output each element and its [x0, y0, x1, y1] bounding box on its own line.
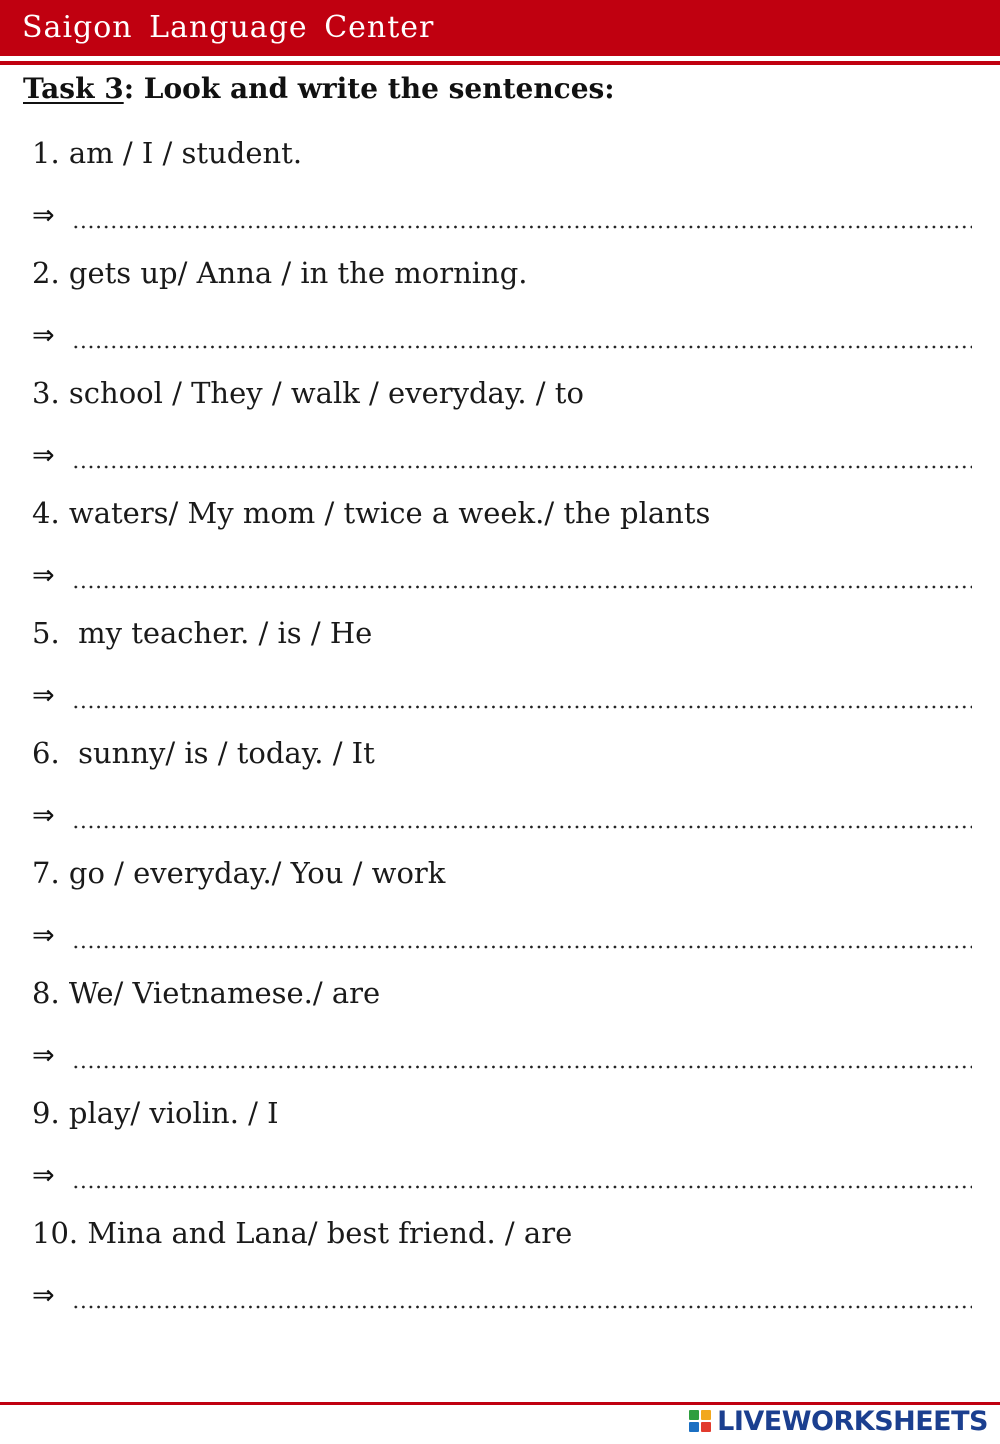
- dotted-answer-line: [72, 945, 972, 949]
- header-band: [0, 0, 1000, 56]
- answer-field[interactable]: [32, 1276, 972, 1316]
- liveworksheets-logo-icon: [689, 1410, 711, 1432]
- dotted-answer-line: [72, 585, 972, 589]
- dotted-answer-line: [72, 465, 972, 469]
- exercise-prompt: 3. school / They / walk / everyday. / to: [32, 376, 584, 410]
- exercise-item: [32, 970, 972, 1090]
- answer-field[interactable]: [32, 196, 972, 236]
- exercise-item: [32, 610, 972, 730]
- exercise-prompt: 8. We/ Vietnamese./ are: [32, 976, 381, 1010]
- arrow-icon: ⇒: [32, 320, 55, 351]
- exercise-prompt: 4. waters/ My mom / twice a week./ the plants: [32, 496, 711, 530]
- exercise-item: [32, 730, 972, 850]
- answer-field[interactable]: [32, 436, 972, 476]
- exercise-prompt: 6. sunny/ is / today. / It: [32, 736, 375, 770]
- arrow-icon: ⇒: [32, 560, 55, 591]
- exercise-prompt: 2. gets up/ Anna / in the morning.: [32, 256, 528, 290]
- dotted-answer-line: [72, 1065, 972, 1069]
- exercise-item: [32, 1210, 972, 1330]
- arrow-icon: ⇒: [32, 680, 55, 711]
- arrow-icon: ⇒: [32, 1040, 55, 1071]
- dotted-answer-line: [72, 345, 972, 349]
- header-title: Saigon Language Center: [22, 10, 435, 45]
- exercise-list: [32, 130, 972, 1330]
- task-instruction: : Look and write the sentences:: [123, 72, 615, 105]
- answer-field[interactable]: [32, 916, 972, 956]
- dotted-answer-line: [72, 1305, 972, 1309]
- arrow-icon: ⇒: [32, 800, 55, 831]
- arrow-icon: ⇒: [32, 920, 55, 951]
- exercise-item: [32, 1090, 972, 1210]
- exercise-prompt: 9. play/ violin. / I: [32, 1096, 279, 1130]
- arrow-icon: ⇒: [32, 440, 55, 471]
- task-label: Task 3: [23, 72, 124, 105]
- dotted-answer-line: [72, 225, 972, 229]
- exercise-item: [32, 130, 972, 250]
- exercise-item: [32, 370, 972, 490]
- answer-field[interactable]: [32, 1036, 972, 1076]
- exercise-prompt: 5. my teacher. / is / He: [32, 616, 373, 650]
- answer-field[interactable]: [32, 556, 972, 596]
- answer-field[interactable]: [32, 316, 972, 356]
- exercise-item: [32, 250, 972, 370]
- header-rule: [0, 61, 1000, 65]
- dotted-answer-line: [72, 705, 972, 709]
- answer-field[interactable]: [32, 1156, 972, 1196]
- task-heading: [23, 72, 615, 105]
- dotted-answer-line: [72, 825, 972, 829]
- arrow-icon: ⇒: [32, 200, 55, 231]
- exercise-prompt: 1. am / I / student.: [32, 136, 303, 170]
- exercise-item: [32, 850, 972, 970]
- exercise-prompt: 7. go / everyday./ You / work: [32, 856, 446, 890]
- exercise-item: [32, 490, 972, 610]
- answer-field[interactable]: [32, 676, 972, 716]
- brand-name: LIVEWORKSHEETS: [717, 1405, 988, 1437]
- exercise-prompt: 10. Mina and Lana/ best friend. / are: [32, 1216, 573, 1250]
- brand-footer: [689, 1404, 988, 1438]
- arrow-icon: ⇒: [32, 1160, 55, 1191]
- arrow-icon: ⇒: [32, 1280, 55, 1311]
- answer-field[interactable]: [32, 796, 972, 836]
- dotted-answer-line: [72, 1185, 972, 1189]
